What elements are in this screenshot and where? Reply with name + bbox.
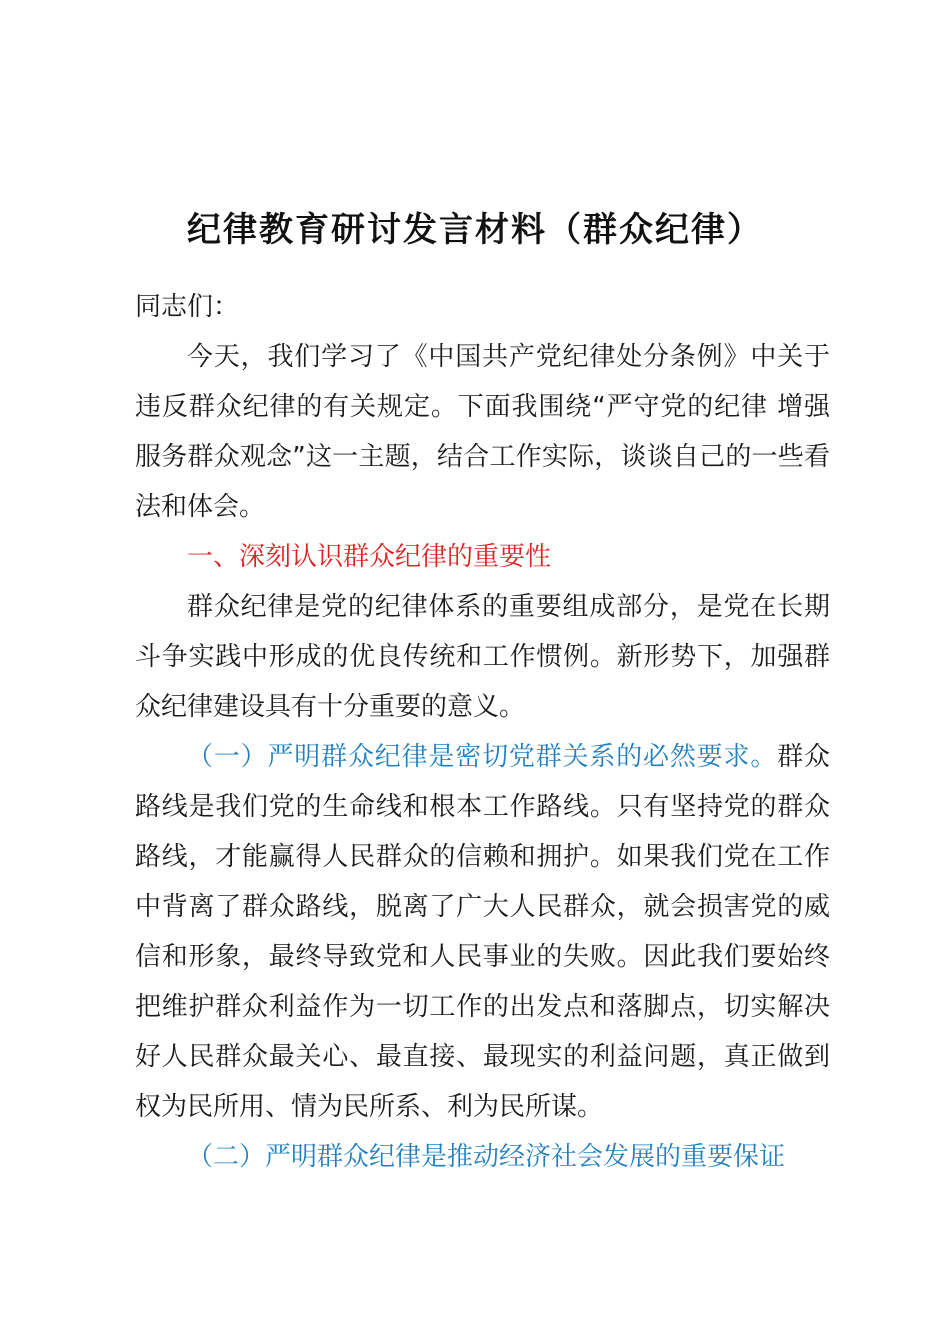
subsection-heading-2: （二）严明群众纪律是推动经济社会发展的重要保证 [187,1142,786,1172]
intro-paragraph: 今天，我们学习了《中国共产党纪律处分条例》中关于违反群众纪律的有关规定。下面我围绕“严守党的纪律 增强服务群众观念”这一主题，结合工作实际，谈谈自己的一些看法和体会。 [135,342,830,522]
section-1-paragraph: 群众纪律是党的纪律体系的重要组成部分，是党在长期斗争实践中形成的优良传统和工作惯例。新形势下，加强群众纪律建设具有十分重要的意义。 [135,592,830,722]
subsection-heading-1: （一）严明群众纪律是密切党群关系的必然要求。 [187,742,778,772]
salutation: 同志们： [135,292,240,322]
subsection-1-paragraph [135,732,830,1132]
document-title: 纪律教育研讨发言材料（群众纪律） [187,210,763,250]
subsection-1-body: 群众路线是我们党的生命线和根本工作路线。只有坚持党的群众路线，才能赢得人民群众的信赖和拥护。如果我们党在工作中背离了群众路线，脱离了广大人民群众，就会损害党的威信和形象，最终导致党和人民事业的失败。因此我们要始终把维护群众利益作为一切工作的出发点和落脚点，切实解决好人民群众最关心、最直接、最现实的利益问题，真正做到权为民所用、情为民所系、利为民所谋。 [135,742,830,1122]
section-heading-1: 一、深刻认识群众纪律的重要性 [187,542,552,572]
